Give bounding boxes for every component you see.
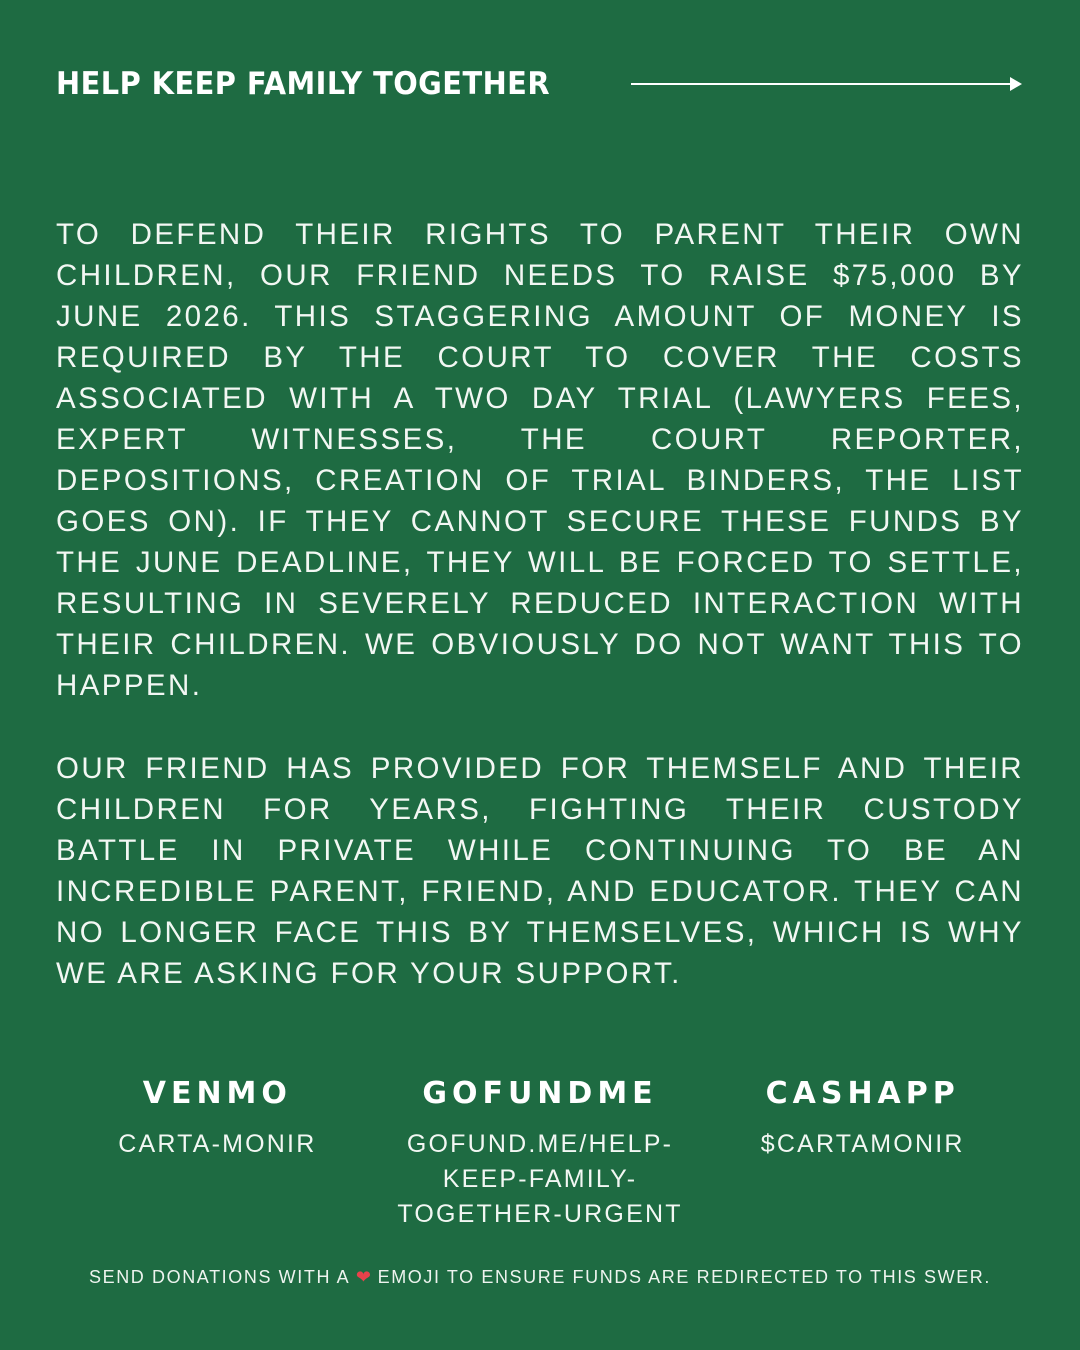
page-title: HELP KEEP FAMILY TOGETHER xyxy=(56,66,551,102)
footnote-after: EMOJI TO ENSURE FUNDS ARE REDIRECTED TO THIS SWER. xyxy=(377,1267,992,1287)
footnote xyxy=(0,1267,1080,1288)
payment-handle-cashapp[interactable]: $CARTAMONIR xyxy=(760,1130,965,1158)
payment-label-cashapp: CASHAPP xyxy=(765,1076,960,1111)
paragraph-two: OUR FRIEND HAS PROVIDED FOR THEMSELF AND THEIR CHILDREN FOR YEARS, FIGHTING THEIR CUSTODY BATTLE IN PRIVATE WHILE CONTINUING TO BE AN INCREDIBLE PARENT, FRIEND, AND EDUCATOR. THEY CAN NO LONGER FACE THIS BY THEMSELVES, WHICH IS WHY WE ARE ASKING FOR YOUR SUPPORT. xyxy=(56,751,1024,990)
header xyxy=(56,62,1024,106)
paragraph-one: TO DEFEND THEIR RIGHTS TO PARENT THEIR OWN CHILDREN, OUR FRIEND NEEDS TO RAISE $75,000 BY JUNE 2026. THIS STAGGERING AMOUNT OF MONEY IS REQUIRED BY THE COURT TO COVER THE COSTS ASSOCIATED WITH A TWO DAY TRIAL (LAWYERS FEES, EXPERT WITNESSES, THE COURT REPORTER, DEPOSITIONS, CREATION OF TRIAL BINDERS, THE LIST GOES ON). IF THEY CANNOT SECURE THESE FUNDS BY THE JUNE DEADLINE, THEY WILL BE FORCED TO SETTLE, RESULTING IN SEVERELY REDUCED INTERACTION WITH THEIR CHILDREN. WE OBVIOUSLY DO NOT WANT THIS TO HAPPEN. xyxy=(56,217,1024,702)
payment-method-venmo xyxy=(56,1076,379,1162)
arrow-right-icon xyxy=(631,77,1022,91)
payment-link-gofundme[interactable]: GOFUND.ME/HELP-KEEP-FAMILY-TOGETHER-URGENT xyxy=(397,1130,683,1228)
payment-label-venmo: VENMO xyxy=(142,1076,292,1111)
footnote-before: SEND DONATIONS WITH A xyxy=(88,1267,350,1287)
body-copy xyxy=(56,184,1024,1023)
payment-method-gofundme xyxy=(379,1076,702,1232)
payment-methods xyxy=(56,1076,1024,1232)
heart-icon: ❤ xyxy=(355,1267,371,1287)
payment-label-gofundme: GOFUNDME xyxy=(422,1076,658,1111)
payment-handle-venmo[interactable]: CARTA-MONIR xyxy=(118,1130,317,1158)
payment-method-cashapp xyxy=(701,1076,1024,1162)
